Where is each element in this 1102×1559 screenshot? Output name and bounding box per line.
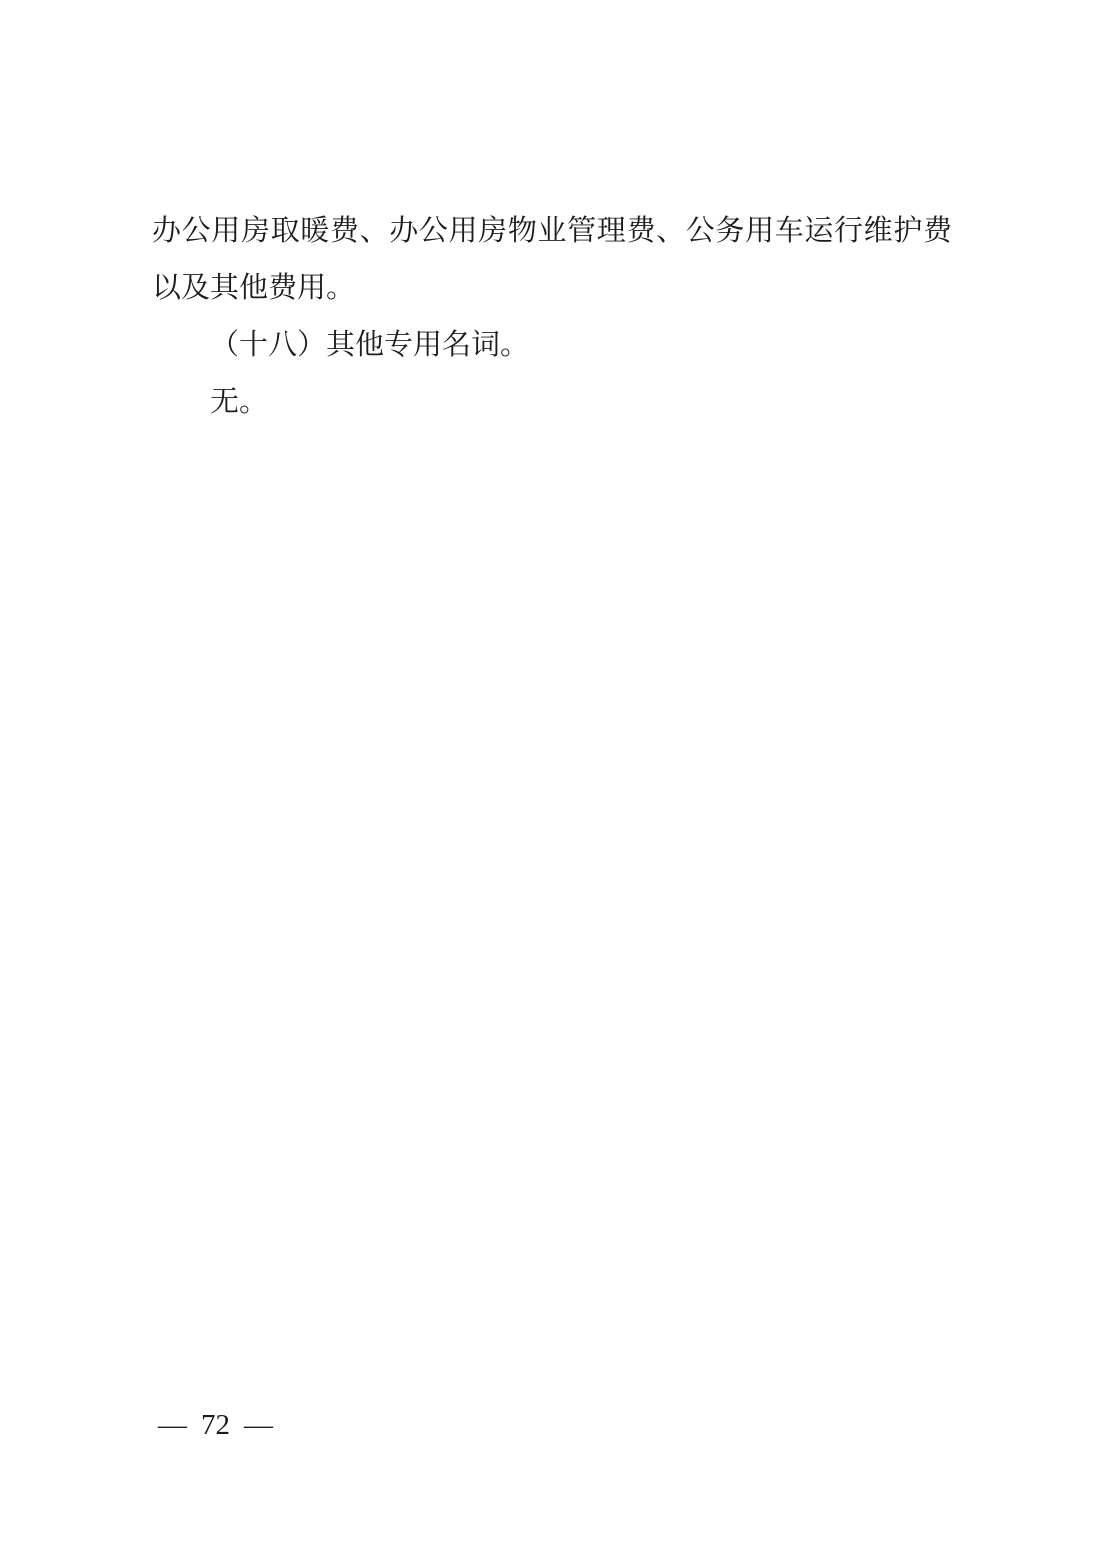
document-body [152, 203, 952, 431]
page-footer [158, 1408, 273, 1442]
paragraph-none: 无。 [210, 386, 269, 418]
paragraph-continuation: 办公用房取暖费、办公用房物业管理费、公务用车运行维护费以及其他费用。 [152, 215, 952, 304]
paragraph-section-heading: （十八）其他专用名词。 [210, 329, 530, 361]
page-number: 72 [201, 1409, 230, 1441]
footer-left-dash: — [158, 1409, 187, 1441]
footer-right-dash: — [244, 1409, 273, 1441]
